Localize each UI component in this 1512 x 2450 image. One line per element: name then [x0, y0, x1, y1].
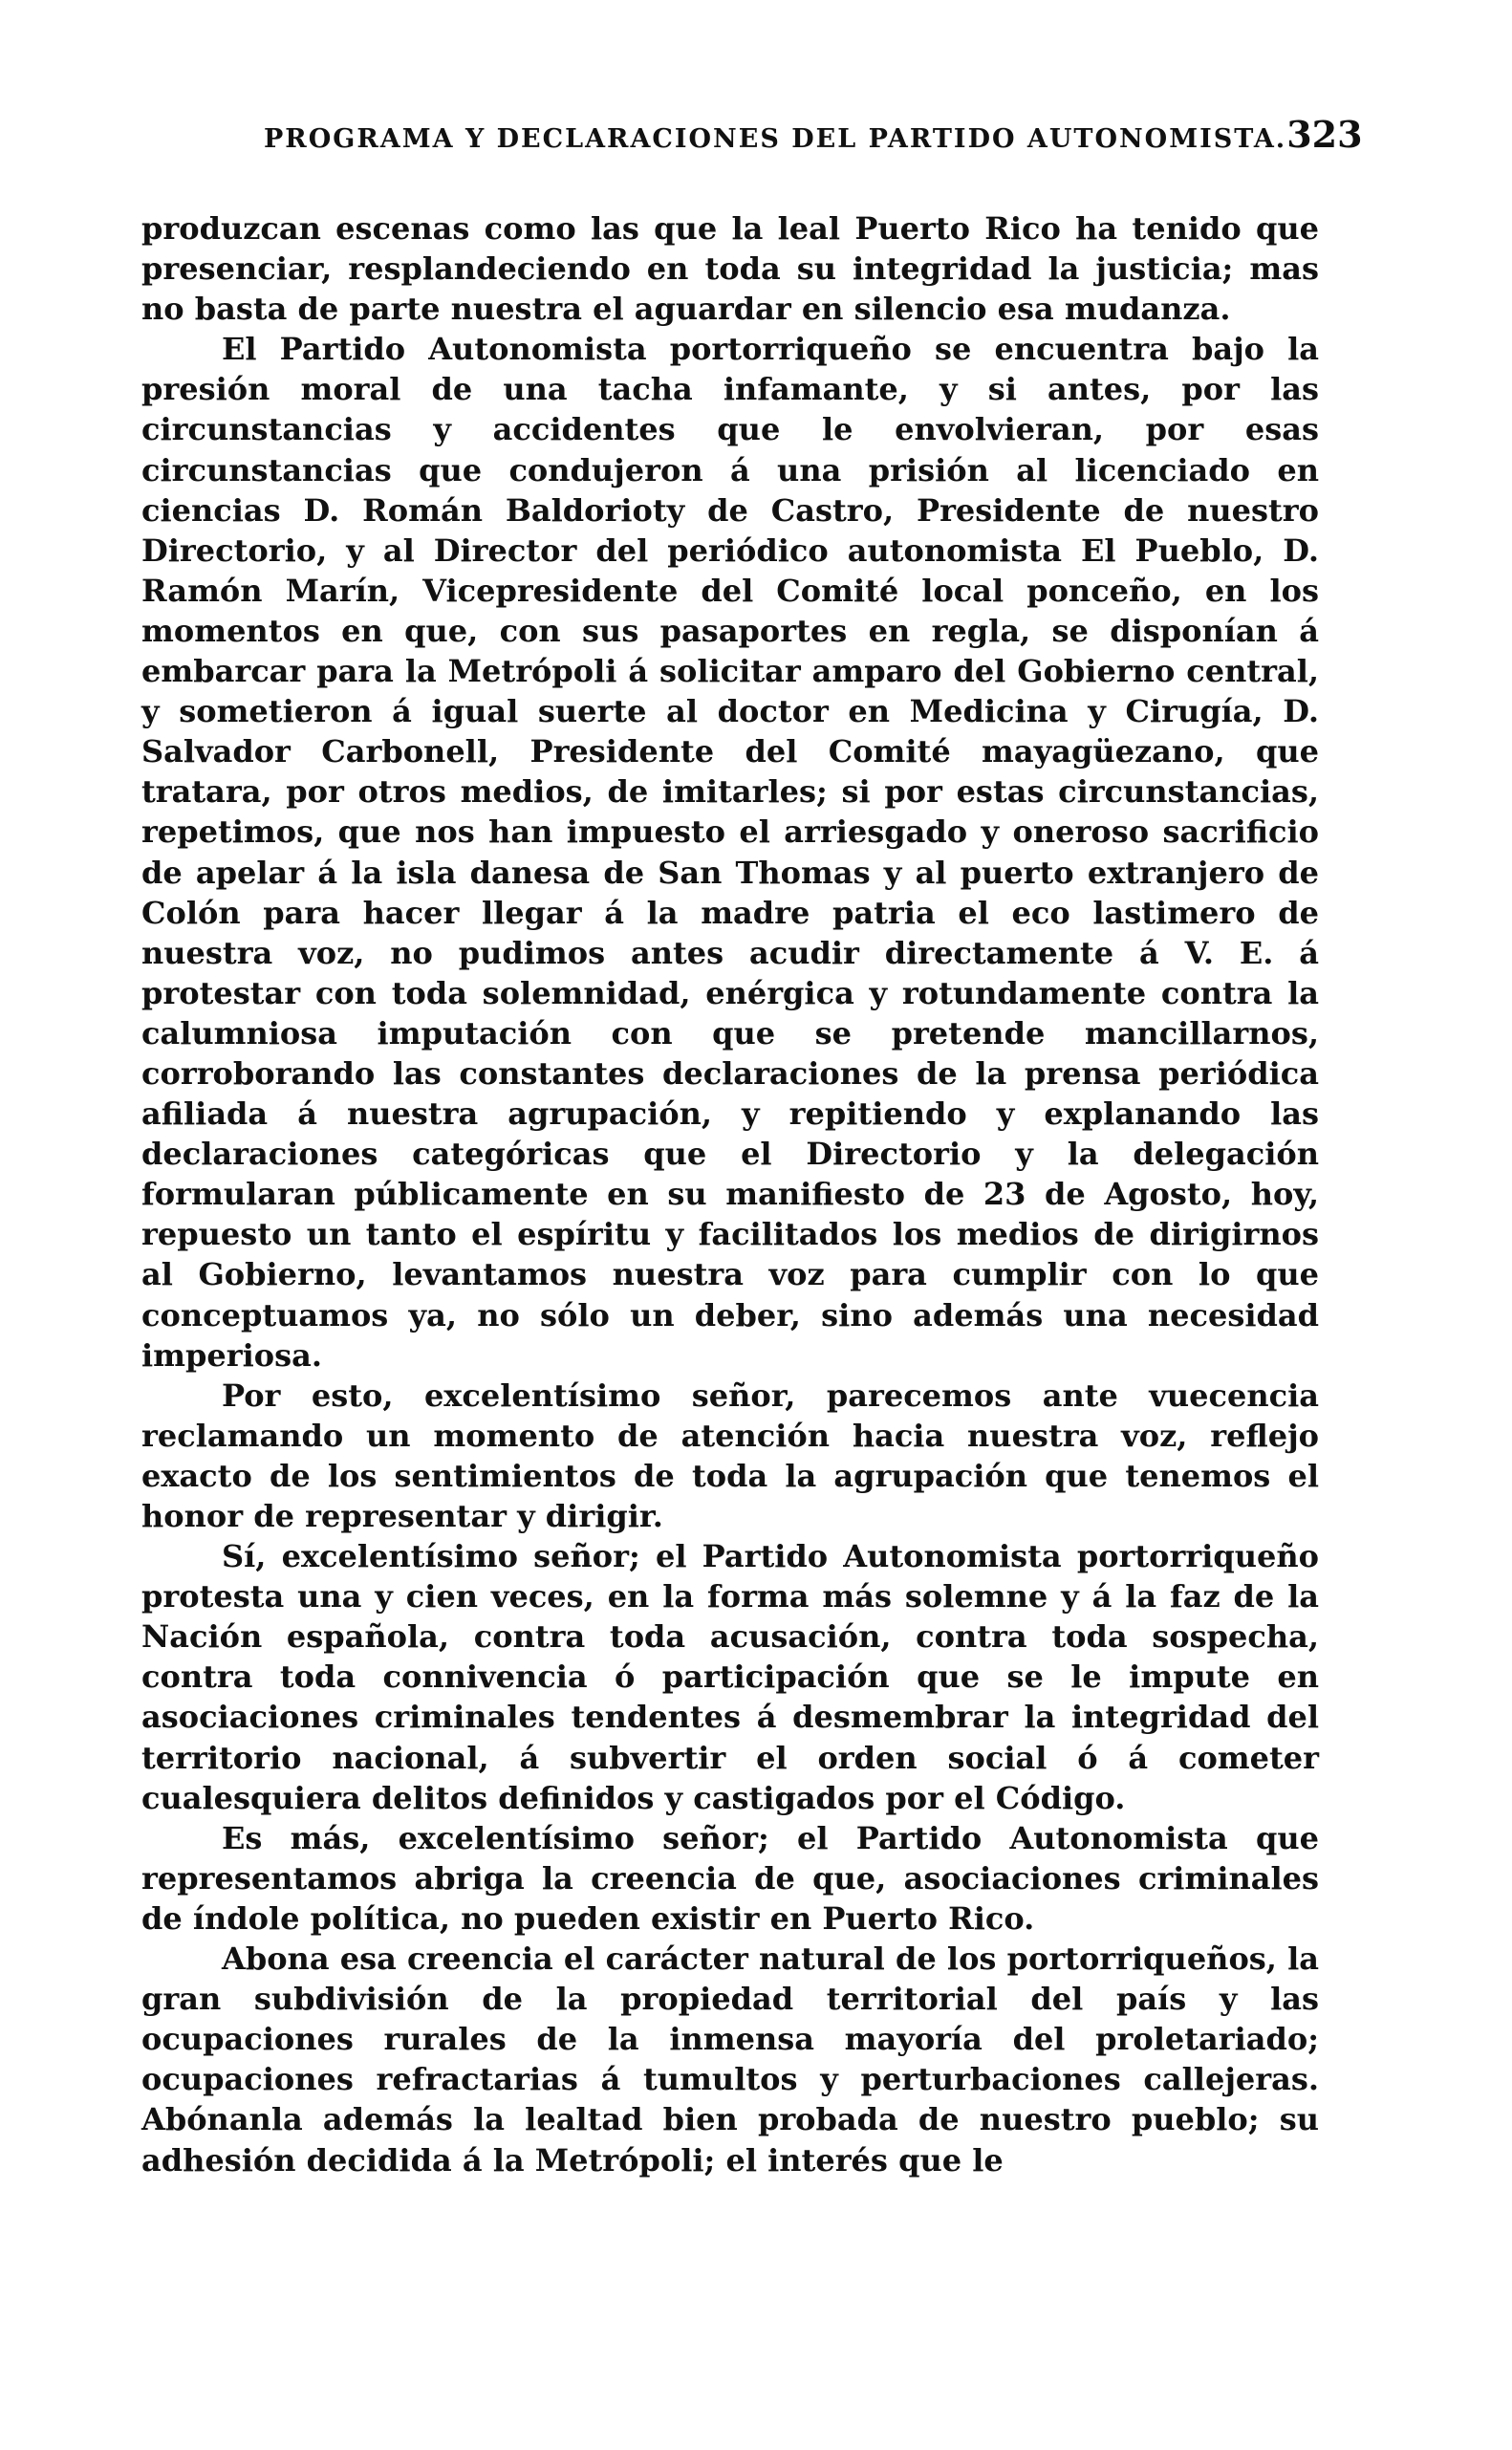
paragraph-6: Abona esa creencia el carácter natural de los portorriqueños, la gran subdivisión de la propiedad territorial del país y las ocupaciones rurales de la inmensa mayoría del proletariado; ocupaciones refractarias á tumultos y perturbaciones callejeras. Abónanla además la lealtad bien probada de nuestro pueblo; su adhesión decidida á la Metrópoli; el interés que le — [141, 1940, 1319, 2179]
paragraph-5: Es más, excelentísimo señor; el Partido Autonomista que representamos abriga la creencia de que, asociaciones criminales de índole política, no pueden existir en Puerto Rico. — [141, 1819, 1319, 1937]
running-header — [264, 113, 1363, 170]
page-number: 323 — [1286, 113, 1363, 156]
paragraph-2: El Partido Autonomista portorriqueño se encuentra bajo la presión moral de una tacha infamante, y si antes, por las circunstancias y accidentes que le envolvieran, por esas circunstancias que condujeron á una prisión al licenciado en ciencias D. Román Baldorioty de Castro, Presidente de nuestro Directorio, y al Director del periódico autonomista El Pueblo, D. Ramón Marín, Vicepresidente del Comité local ponceño, en los momentos en que, con sus pasaportes en regla, se disponían á embarcar para la Metrópoli á solicitar amparo del Gobierno central, y sometieron á igual suerte al doctor en Medicina y Cirugía, D. Salvador Carbonell, Presidente del Comité mayagüezano, que tratara, por otros medios, de imitarles; si por estas circunstancias, repetimos, que nos han impuesto el arriesgado y oneroso sacrificio de apelar á la isla danesa de San Thomas y al puerto extranjero de Colón para hacer llegar á la madre patria el eco lastimero de nuestra voz, no pudimos antes acudir directamente á V. E. á protestar con toda solemnidad, enérgica y rotundamente contra la calumniosa imputación con que se pretende mancillarnos, corroborando las constantes declaraciones de la prensa periódica afiliada á nuestra agrupación, y repitiendo y explanando las declaraciones categóricas que el Directorio y la delegación formularan públicamente en su manifiesto de 23 de Agosto, hoy, repuesto un tanto el espíritu y facilitados los medios de dirigirnos al Gobierno, levantamos nuestra voz para cumplir con lo que conceptuamos ya, no sólo un deber, sino además una necesidad imperiosa. — [141, 331, 1319, 1374]
running-title: PROGRAMA Y DECLARACIONES DEL PARTIDO AUTONOMISTA. — [264, 124, 1287, 154]
paragraph-4: Sí, excelentísimo señor; el Partido Autonomista portorriqueño protesta una y cien veces, en la forma más solemne y á la faz de la Nación española, contra toda acusación, contra toda sospecha, contra toda connivencia ó participación que se le impute en asociaciones criminales tendentes á desmembrar la integridad del territorio nacional, á subvertir el orden social ó á cometer cualesquiera delitos definidos y castigados por el Código. — [141, 1538, 1319, 1816]
paragraph-1: produzcan escenas como las que la leal Puerto Rico ha tenido que presenciar, resplandeciendo en toda su integridad la justicia; mas no basta de parte nuestra el aguardar en silencio esa mudanza. — [141, 210, 1319, 328]
book-page — [141, 113, 1363, 2180]
body-text — [141, 208, 1319, 2180]
paragraph-3: Por esto, excelentísimo señor, parecemos ante vuecencia reclamando un momento de atención hacia nuestra voz, reflejo exacto de los sentimientos de toda la agrupación que tenemos el honor de representar y dirigir. — [141, 1377, 1319, 1534]
